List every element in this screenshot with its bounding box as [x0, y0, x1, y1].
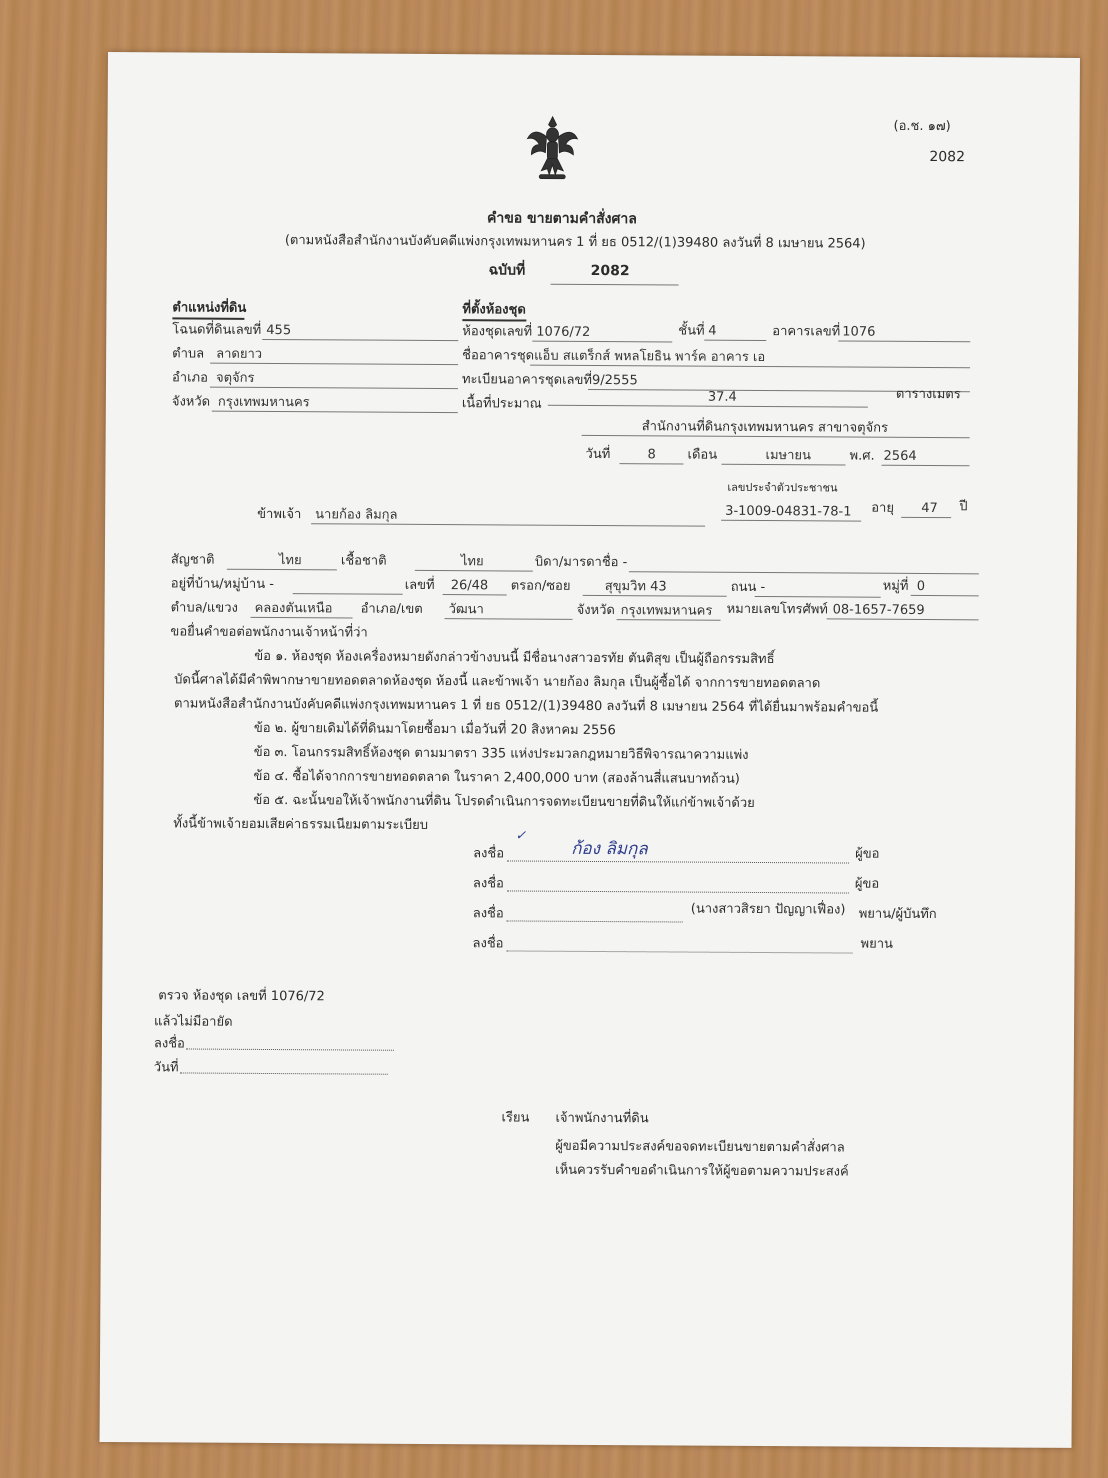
- amphoe-label: อำเภอ/เขต: [360, 601, 423, 617]
- subdistrict-label: ตำบล: [172, 346, 205, 362]
- clause-3: ข้อ ๓. โอนกรรมสิทธิ์ห้องชุด ตามมาตรา 335 แห่งประมวลกฎหมายวิธีพิจารณาความแพ่ง: [253, 744, 749, 763]
- sign-line-4: [507, 950, 853, 953]
- copy-number: 2082: [590, 262, 630, 280]
- subdistrict-underline: [210, 363, 458, 366]
- sign-line-3: [507, 920, 683, 922]
- applicant-name: นายก้อง ลิมกุล: [315, 507, 398, 523]
- sign-role-4: พยาน: [860, 936, 893, 952]
- land-heading-underline: [172, 317, 244, 319]
- memo-to-value: เจ้าพนักงานที่ดิน: [555, 1110, 649, 1127]
- condo-name-label: ชื่ออาคารชุด: [462, 348, 535, 364]
- applicant-label: ข้าพเจ้า: [257, 506, 302, 523]
- tambon-label: ตำบล/แขวง: [170, 600, 238, 616]
- area-value: 37.4: [707, 389, 737, 405]
- clause-1: ข้อ ๑. ห้องชุด ห้องเครื่องหมายดังกล่าวข้างบนนี้ มีชื่อนางสาวอรทัย ตันติสุข เป็นผู้ถือกรรมสิทธิ์: [254, 648, 775, 668]
- soi-value: สุขุมวิท 43: [604, 579, 667, 595]
- condo-name-value: แอ็บ สแตร็กส์ พหลโยธิน พาร์ค อาคาร เอ: [534, 348, 766, 366]
- sign-label-4: ลงชื่อ: [472, 936, 504, 952]
- check-sign-label: ลงชื่อ: [153, 1036, 185, 1052]
- nationality-label: สัญชาติ: [170, 552, 215, 568]
- moo-label: หมู่ที่: [882, 578, 909, 594]
- moo-underline: [911, 595, 979, 596]
- copy-label: ฉบับที่: [488, 262, 526, 279]
- soi-label: ตรอก/ซอย: [510, 578, 571, 594]
- form-code: (อ.ช. ๑๗): [893, 118, 951, 135]
- road-underline: [755, 596, 881, 598]
- date-month-underline: [721, 464, 845, 466]
- id-label: เลขประจำตัวประชาชน: [727, 480, 838, 495]
- house-label: เลขที่: [404, 577, 435, 594]
- district-value: จตุจักร: [215, 370, 255, 386]
- applicant-province-value: กรุงเทพมหานคร: [620, 603, 713, 619]
- land-office-underline: [582, 435, 970, 438]
- check-sign-line: [186, 1048, 394, 1050]
- memo-to-label: เรียน: [501, 1110, 530, 1126]
- sign-role-2: ผู้ขอ: [854, 876, 880, 892]
- date-day-underline: [619, 463, 683, 464]
- condo-heading-underline: [462, 319, 526, 321]
- village-underline: [293, 593, 403, 595]
- floor-underline: [704, 340, 766, 341]
- district-label: อำเภอ: [171, 370, 208, 386]
- clause-1-cont-a: บัดนี้ศาลได้มีคำพิพากษาขายทอดตลาดห้องชุด ห้องนี้ และข้าพเจ้า นายก้อง ลิมกุล เป็นผู้ซื้อได้ จากการขายทอดตลาด: [174, 672, 821, 692]
- fee-statement: ทั้งนี้ข้าพเจ้ายอมเสียค่าธรรมเนียมตามระเบียบ: [173, 816, 429, 833]
- clause-1-cont-b: ตามหนังสือสำนักงานบังคับคดีแพ่งกรุงเทพมหานคร 1 ที่ ยธ 0512/(1)39480 ลงวันที่ 8 เมษายน 2564 ที่ได้ยื่นมาพร้อมคำขอนี้: [173, 696, 879, 716]
- condo-reg-value: 9/2555: [591, 372, 638, 389]
- request-line: ขอยื่นคำขอต่อพนักงานเจ้าหน้าที่ว่า: [170, 624, 368, 641]
- phone-label: หมายเลขโทรศัพท์: [726, 601, 828, 618]
- copy-number-underline: [551, 284, 679, 286]
- memo-line-2: เห็นควรรับคำขอดำเนินการให้ผู้ขอตามความประสงค์: [555, 1162, 849, 1180]
- doc-number-top: 2082: [929, 149, 966, 166]
- document-page: [100, 52, 1080, 1448]
- clause-2: ข้อ ๒. ผู้ขายเดิมได้ที่ดินมาโดยซื้อมา เมื่อวันที่ 20 สิงหาคม 2556: [253, 720, 616, 739]
- phone-underline: [827, 618, 979, 620]
- province-label: จังหวัด: [171, 394, 211, 410]
- building-label: อาคารเลขที่: [772, 324, 841, 340]
- building-value: 1076: [842, 324, 876, 340]
- area-underline: [548, 405, 868, 408]
- witness-name: (นางสาวสิรยา ปัญญาเฟื่อง): [690, 901, 846, 918]
- date-month-value: เมษายน: [765, 448, 811, 464]
- tambon-underline: [251, 617, 353, 619]
- condo-name-underline: [530, 365, 970, 369]
- condo-heading: ที่ตั้งห้องชุด: [462, 302, 526, 318]
- condo-reg-label: ทะเบียนอาคารชุดเลขที่: [461, 372, 593, 388]
- province-value: กรุงเทพมหานคร: [217, 394, 310, 411]
- nationality-underline: [227, 569, 337, 571]
- amphoe-underline: [445, 618, 573, 620]
- sign-line-1: [507, 860, 849, 863]
- road-label: ถนน -: [730, 579, 766, 596]
- race-label: เชื้อชาติ: [340, 553, 387, 569]
- house-value: 26/48: [450, 578, 489, 594]
- age-value: 47: [921, 500, 938, 517]
- deed-underline: [262, 339, 458, 341]
- area-unit: ตารางเมตร: [895, 386, 961, 403]
- age-unit: ปี: [959, 499, 968, 515]
- subdistrict-value: ลาดยาว: [216, 346, 263, 362]
- memo-line-1: ผู้ขอมีความประสงค์ขอจดทะเบียนขายตามคำสั่งศาล: [555, 1138, 845, 1156]
- district-underline: [210, 387, 458, 390]
- page-title: คำขอ ขายตามคำสั่งศาล: [486, 210, 637, 228]
- check-date-label: วันที่: [153, 1060, 179, 1076]
- soi-underline: [583, 595, 727, 597]
- village-label: อยู่ที่บ้าน/หมู่บ้าน -: [170, 576, 275, 593]
- house-underline: [443, 594, 507, 595]
- applicant-name-underline: [311, 523, 705, 526]
- applicant-province-label: จังหวัด: [576, 602, 615, 619]
- race-value: ไทย: [460, 554, 484, 570]
- sign-label-1: ลงชื่อ: [473, 846, 505, 862]
- building-underline: [838, 340, 970, 342]
- date-month-label: เดือน: [687, 447, 718, 463]
- province-underline: [212, 411, 458, 414]
- sign-role-3: พยาน/ผู้บันทึก: [858, 906, 937, 923]
- applicant-province-underline: [617, 619, 721, 621]
- signature-tick-mark: ✓: [515, 828, 527, 844]
- area-label: เนื้อที่ประมาณ: [461, 396, 542, 412]
- parents-underline: [629, 571, 979, 574]
- check-date-line: [180, 1072, 388, 1074]
- clause-5: ข้อ ๕. ฉะนั้นขอให้เจ้าพนักงานที่ดิน โปรดดำเนินการจดทะเบียนขายที่ดินให้แก่ข้าพเจ้าด้วย: [253, 792, 755, 811]
- land-heading: ตำแหน่งที่ดิน: [172, 300, 247, 316]
- deed-label: โฉนดที่ดินเลขที่: [172, 322, 262, 338]
- floor-value: 4: [708, 323, 717, 339]
- sign-label-2: ลงชื่อ: [472, 876, 504, 892]
- age-label: อายุ: [871, 500, 895, 516]
- id-value: 3-1009-04831-78-1: [725, 503, 852, 520]
- page-subtitle: (ตามหนังสือสำนักงานบังคับคดีแพ่งกรุงเทพมหานคร 1 ที่ ยธ 0512/(1)39480 ลงวันที่ 8 เมษายน 2564): [284, 233, 866, 252]
- date-day-label: วันที่: [585, 446, 611, 463]
- floor-label: ชั้นที่: [678, 323, 705, 339]
- clause-4: ข้อ ๔. ซื้อได้จากการขายทอดตลาด ในราคา 2,400,000 บาท (สองล้านสี่แสนบาทถ้วน): [253, 768, 740, 787]
- date-year-value: 2564: [883, 448, 917, 464]
- unit-underline: [532, 341, 672, 343]
- race-underline: [415, 570, 533, 572]
- unit-label: ห้องชุดเลขที่: [462, 324, 533, 340]
- land-office: สำนักงานที่ดินกรุงเทพมหานคร สาขาจตุจักร: [641, 419, 889, 436]
- unit-value: 1076/72: [536, 324, 591, 340]
- sign-role-1: ผู้ขอ: [855, 846, 880, 862]
- check-line-1: ตรวจ ห้องชุด เลขที่ 1076/72: [158, 988, 325, 1005]
- sign-label-3: ลงชื่อ: [472, 906, 504, 922]
- phone-value: 08-1657-7659: [832, 602, 925, 618]
- deed-value: 455: [266, 322, 292, 339]
- nationality-value: ไทย: [278, 553, 302, 569]
- date-year-underline: [881, 465, 969, 467]
- parents-label: บิดา/มารดาชื่อ -: [534, 554, 628, 571]
- tambon-value: คลองตันเหนือ: [254, 600, 333, 617]
- date-day-value: 8: [647, 447, 656, 463]
- age-underline: [901, 517, 951, 518]
- id-underline: [721, 520, 861, 522]
- amphoe-value: วัฒนา: [448, 602, 484, 618]
- applicant-signature-mark: ก้อง ลิมกุล: [571, 838, 648, 860]
- moo-value: 0: [916, 578, 926, 595]
- garuda-emblem-icon: [525, 115, 579, 181]
- check-line-2: แล้วไม่มีอายัด: [154, 1014, 233, 1030]
- date-year-label: พ.ศ.: [849, 448, 875, 464]
- sign-line-2: [507, 890, 849, 893]
